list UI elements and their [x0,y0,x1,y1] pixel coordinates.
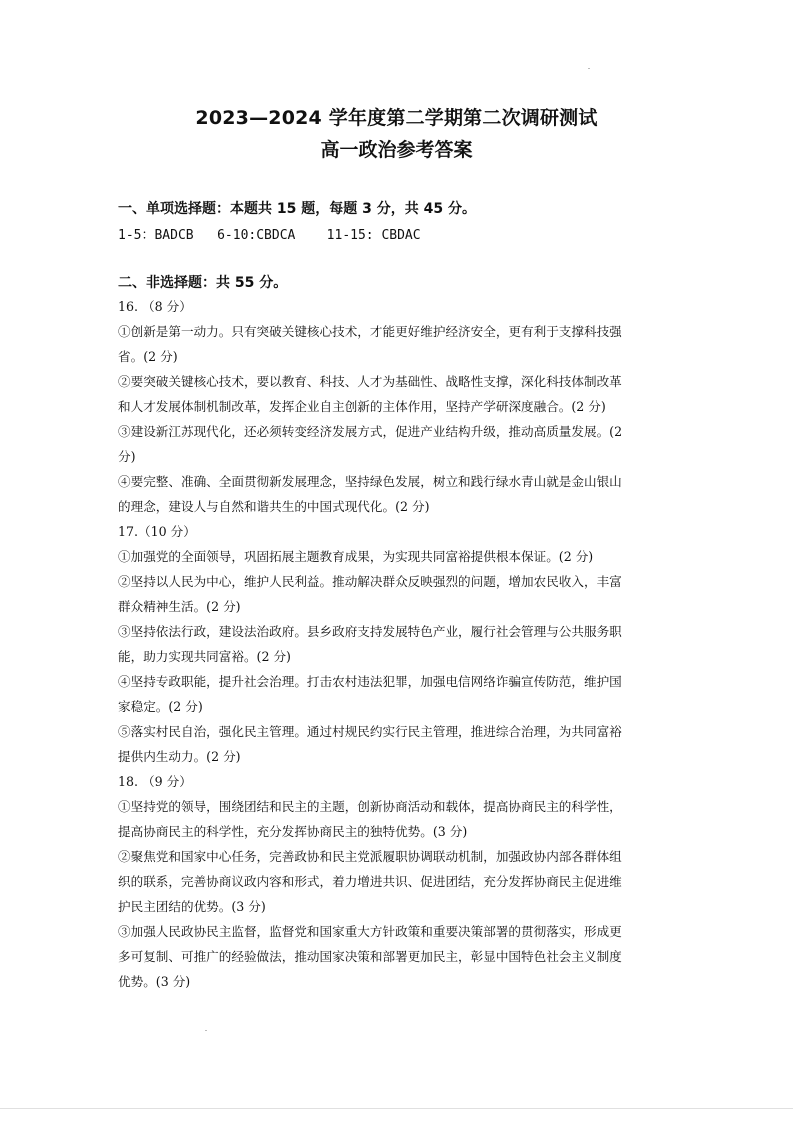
answer-line: 优势。(3 分) [118,974,191,989]
answer-line: ⑤落实村民自治，强化民主管理。通过村规民约实行民主管理，推进综合治理，为共同富裕 [118,724,622,739]
answer-line: ④坚持专政职能，提升社会治理。打击农村违法犯罪，加强电信网络诈骗宣传防范，维护国 [118,674,622,689]
answer-line: 能，助力实现共同富裕。(2 分) [118,649,291,664]
answer-line: ②要突破关键核心技术，要以教育、科技、人才为基础性、战略性支撑，深化科技体制改革 [118,374,622,389]
q16-answer [118,319,678,519]
answer-line: 和人才发展体制机制改革，发挥企业自主创新的主体作用，坚持产学研深度融合。(2 分) [118,399,606,414]
q18-heading: 18. （9 分） [118,774,192,789]
answer-line: ②聚焦党和国家中心任务，完善政协和民主党派履职协调联动机制，加强政协内部各群体组 [118,849,622,864]
answer-line: 的理念，建设人与自然和谐共生的中国式现代化。(2 分) [118,499,430,514]
answer-line: ①创新是第一动力。只有突破关键核心技术，才能更好维护经济安全，更有利于支撑科技强 [118,324,622,339]
answer-line: 提供内生动力。(2 分) [118,749,241,764]
answer-line: 分) [118,449,136,464]
answer-body [118,294,678,994]
answer-line: ③加强人民政协民主监督，监督党和国家重大方针政策和重要决策部署的贯彻落实，形成更 [118,924,622,939]
answer-line: 群众精神生活。(2 分) [118,599,241,614]
q17-heading: 17.（10 分） [118,524,196,539]
answer-line: ③坚持依法行政，建设法治政府。县乡政府支持发展特色产业，履行社会管理与公共服务职 [118,624,622,639]
answer-line: 家稳定。(2 分) [118,699,203,714]
exam-title: 2023—2024 学年度第二学期第二次调研测试 [195,107,598,129]
q17-answer [118,544,678,769]
answer-line: ②坚持以人民为中心，维护人民利益。推动解决群众反映强烈的问题，增加农民收入，丰富 [118,574,622,589]
page-bottom-edge [0,1108,793,1109]
q18-answer [118,794,678,994]
section1-heading: 一、单项选择题：本题共 15 题，每题 3 分，共 45 分。 [118,201,476,217]
section1-answers: 1-5：BADCB 6-10:CBDCA 11-15: CBDAC [118,228,421,243]
answer-line: ④要完整、准确、全面贯彻新发展理念，坚持绿色发展，树立和践行绿水青山就是金山银山 [118,474,622,489]
answer-line: ③建设新江苏现代化，还必须转变经济发展方式，促进产业结构升级，推动高质量发展。(2 [118,424,623,439]
q16-heading: 16. （8 分） [118,299,192,314]
answer-line: 提高协商民主的科学性，充分发挥协商民主的独特优势。(3 分) [118,824,468,839]
answer-line: 多可复制、可推广的经验做法，推动国家决策和部署更加民主，彰显中国特色社会主义制度 [118,949,622,964]
exam-subtitle: 高一政治参考答案 [320,139,473,161]
answer-line: 护民主团结的优势。(3 分) [118,899,266,914]
scan-speck [588,68,590,69]
answer-line: ①坚持党的领导，围绕团结和民主的主题，创新协商活动和载体，提高协商民主的科学性， [118,799,622,814]
answer-line: 省。(2 分) [118,349,178,364]
answer-line: 织的联系，完善协商议政内容和形式，着力增进共识、促进团结，充分发挥协商民主促进维 [118,874,622,889]
answer-line: ①加强党的全面领导，巩固拓展主题教育成果，为实现共同富裕提供根本保证。(2 分) [118,549,594,564]
scan-speck [205,1030,207,1031]
section2-heading: 二、非选择题：共 55 分。 [118,275,288,291]
